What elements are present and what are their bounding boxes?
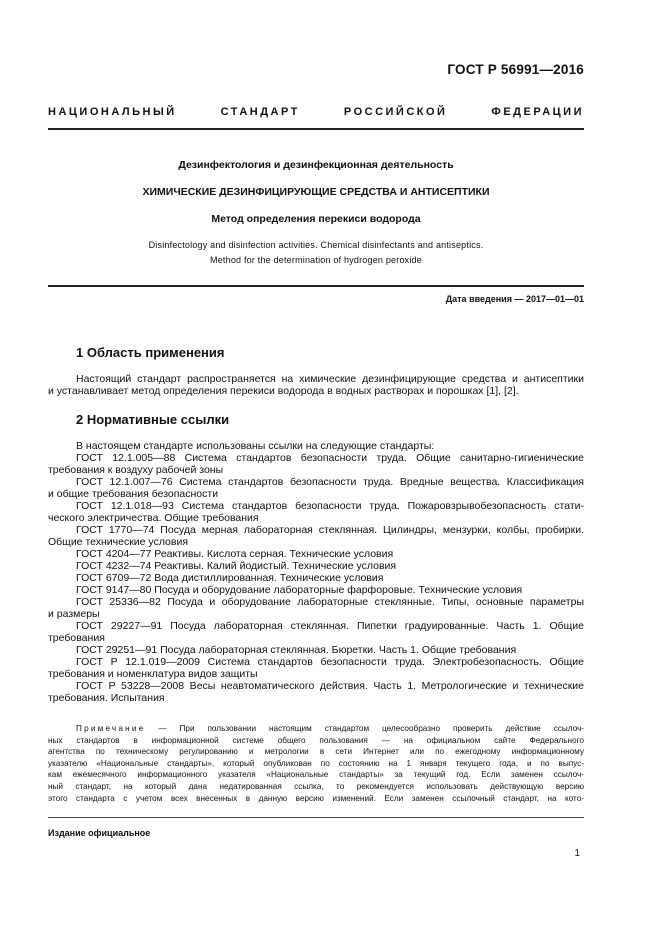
reference-line: и размеры (48, 608, 100, 620)
page-number: 1 (574, 848, 580, 859)
section-2-heading: 2 Нормативные ссылки (76, 412, 230, 427)
note-line: кам ежемесячного информационного указателя «Национальные стандарты» за текущий год. Если заменен ссылоч- (48, 770, 584, 780)
edition-label: Издание официальное (48, 828, 151, 838)
reference-line: ГОСТ 1770—74 Посуда мерная лабораторная стеклянная. Цилиндры, мензурки, колбы, пробирки. (76, 524, 584, 536)
reference-line: и общие требования безопасности (48, 488, 219, 500)
reference-line: ГОСТ 12.1.005—88 Система стандартов безопасности труда. Общие санитарно-гигиенические (76, 452, 584, 464)
reference-line: требования к воздуху рабочей зоны (48, 464, 224, 476)
footer-rule (48, 817, 584, 818)
reference-line: ГОСТ 6709—72 Вода дистиллированная. Технические условия (76, 572, 384, 584)
reference-line: ГОСТ 9147—80 Посуда и оборудование лабораторные фарфоровые. Технические условия (76, 584, 523, 596)
main-title: ХИМИЧЕСКИЕ ДЕЗИНФИЦИРУЮЩИЕ СРЕДСТВА И АНТИСЕПТИКИ (142, 186, 490, 198)
reference-line: требования и номенклатура видов защиты (48, 668, 258, 680)
section-1-line: Настоящий стандарт распространяется на химические дезинфицирующие средства и антисептики (76, 373, 584, 385)
reference-line: ГОСТ 4232—74 Реактивы. Калий йодистый. Технические условия (76, 560, 397, 572)
note-line: указателю «Национальные стандарты», который опубликован по состоянию на 1 января текущего года, и по выпус- (48, 758, 584, 768)
national-standard-banner: НАЦИОНАЛЬНЫЙ СТАНДАРТ РОССИЙСКОЙ ФЕДЕРАЦИИ (48, 106, 584, 118)
section-1-text (48, 373, 584, 397)
reference-line: ческого электричества. Общие требования (48, 512, 259, 524)
reference-line: ГОСТ 29227—91 Посуда лабораторная стеклянная. Пипетки градуированные. Часть 1. Общие (76, 620, 584, 632)
section-1-heading: 1 Область применения (76, 345, 225, 360)
reference-line: требования (48, 632, 105, 644)
note-block (48, 723, 584, 804)
top-rule (48, 128, 584, 130)
reference-line: ГОСТ 29251—91 Посуда лабораторная стеклянная. Бюретки. Часть 1. Общие требования (76, 644, 517, 656)
reference-line: Общие технические условия (48, 536, 189, 548)
note-line: ных стандартов в информационной системе общего пользования — на официальном сайте Федерального (48, 735, 584, 745)
field-title: Дезинфектология и дезинфекционная деятельность (178, 159, 454, 171)
section-2-text (48, 440, 584, 704)
note-line: ный стандарт, на который дана недатированная ссылка, то рекомендуется использовать действующую версию (48, 781, 584, 791)
reference-line: требования. Испытания (48, 692, 165, 704)
note-line: этого стандарта с учетом всех внесенных в данную версию изменений. Если заменен ссылочный стандарт, на кото- (48, 793, 584, 803)
reference-line: ГОСТ 12.1.007—76 Система стандартов безопасности труда. Вредные вещества. Классификация (76, 476, 584, 488)
section-1-line: и устанавливает метод определения перекиси водорода в водных растворах и порошках [1], [2]. (48, 385, 519, 397)
reference-line: ГОСТ 25336—82 Посуда и оборудование лабораторные стеклянные. Типы, основные параметры (76, 596, 584, 608)
reference-line: ГОСТ Р 12.1.019—2009 Система стандартов безопасности труда. Электробезопасность. Общие (76, 656, 584, 668)
note-text: — При пользовании настоящим стандартом целесообразно проверить действие ссылоч- (145, 724, 584, 733)
reference-line: ГОСТ 12.1.018—93 Система стандартов безопасности труда. Пожаровзрывобезопасность стати- (76, 500, 584, 512)
note-first-line (48, 723, 584, 735)
note-line: агентства по техническому регулированию и метрологии в сети Интернет или по ежегодному информационному (48, 747, 584, 757)
reference-line: ГОСТ 4204—77 Реактивы. Кислота серная. Технические условия (76, 548, 394, 560)
english-title-line-1: Disinfectology and disinfection activities. Chemical disinfectants and antiseptics. (148, 240, 484, 250)
introduction-date: Дата введения — 2017—01—01 (445, 294, 584, 304)
note-label: Примечание (76, 724, 146, 733)
reference-line: ГОСТ Р 53228—2008 Весы неавтоматического действия. Часть 1. Метрологические и технические (76, 680, 584, 692)
method-title: Метод определения перекиси водорода (211, 213, 421, 225)
section-2-line: В настоящем стандарте использованы ссылки на следующие стандарты: (76, 440, 435, 452)
document-id: ГОСТ Р 56991—2016 (447, 62, 584, 77)
title-rule (48, 285, 584, 287)
english-title-line-2: Method for the determination of hydrogen peroxide (210, 255, 422, 265)
